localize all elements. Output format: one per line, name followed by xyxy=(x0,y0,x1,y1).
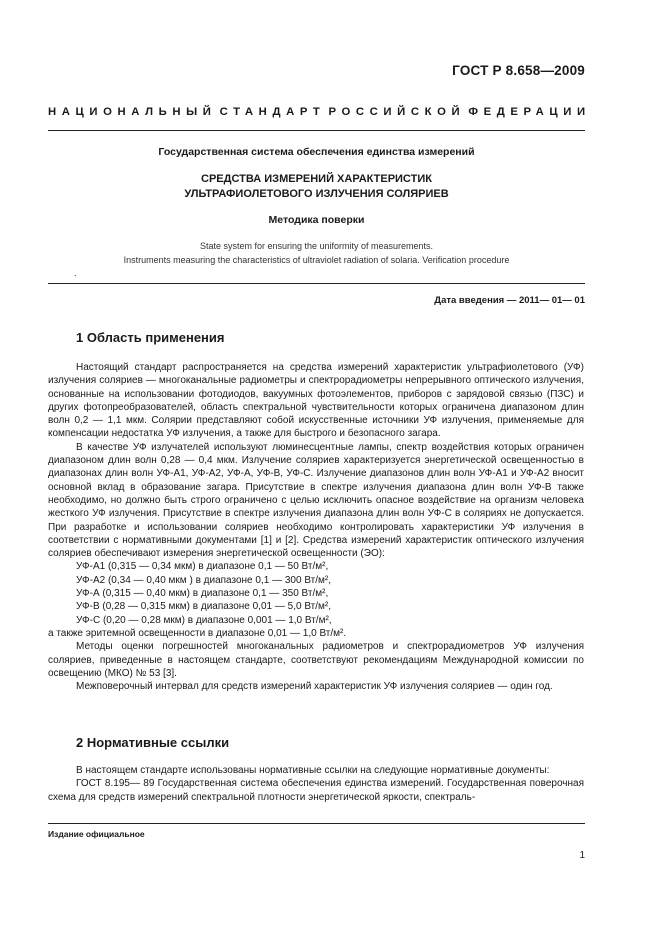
uv-range-c: УФ-С (0,20 — 0,28 мкм) в диапазоне 0,001 — 1,0 Вт/м², xyxy=(76,614,332,626)
official-edition: Издание официальное xyxy=(48,829,145,839)
english-line-2: Instruments measuring the characteristics of ultraviolet radiation of solaria. Verification procedure xyxy=(123,254,510,265)
national-standard-heading xyxy=(48,106,591,118)
method-subtitle: Методика поверки xyxy=(268,214,365,226)
uv-range-b: УФ-В (0,28 — 0,315 мкм) в диапазоне 0,01 — 5,0 Вт/м², xyxy=(76,601,331,613)
section-1-paragraph-2: В качестве УФ излучателей используют люминесцентные лампы, спектр воздействия которых ограничен диапазоном длин волн 0,28 — 0,4 мкм. Излучение соляриев характеризуется энергетической освещенностью в диапазонах длин волн УФ-А1, УФ-А2, УФ-А, УФ-В, УФ-С. Излучение диапазонов длин волн УФ-А1 и УФ-А2 вносит основной вклад в образование загара. Присутствие в спектре излучения диапазона длин волн УФ-В также необходимо, но должно быть строго ограничено с целью исключить опасное воздействие на организм человека жесткого УФ излучения. Присутствие в спектре излучения диапазона длин волн УФ-С в соляриях не допускается. При разработке и использовании соляриев необходимо контролировать характеристики УФ излучения в соответствии с нормативными документами [1] и [2]. Средства измерений характеристик оптического излучения соляриев обеспечивают измерения энергетической освещенности (ЭО): xyxy=(48,441,584,560)
page-number: 1 xyxy=(579,850,585,861)
state-system-subtitle: Государственная система обеспечения единства измерений xyxy=(158,146,475,158)
stray-dot: . xyxy=(74,268,77,278)
national-word-1: НАЦИОНАЛЬНЫЙ xyxy=(48,106,217,118)
gost-number: ГОСТ Р 8.658—2009 xyxy=(452,63,585,78)
title-divider xyxy=(48,283,585,284)
document-title xyxy=(48,172,585,202)
english-line-1: State system for ensuring the uniformity of measurements. xyxy=(199,241,434,251)
section-2-paragraph-2: ГОСТ 8.195— 89 Государственная система обеспечения единства измерений. Государственная поверочная схема для средств измерений спектральной плотности энергетической яркости, спектраль- xyxy=(48,778,584,803)
uv-range-a2: УФ-А2 (0,34 — 0,40 мкм ) в диапазоне 0,1 — 300 Вт/м², xyxy=(76,574,331,586)
erythemal-range: а также эритемной освещенности в диапазоне 0,01 — 1,0 Вт/м². xyxy=(48,627,347,639)
section-2-heading: 2 Нормативные ссылки xyxy=(76,735,230,750)
title-line-1: СРЕДСТВА ИЗМЕРЕНИЙ ХАРАКТЕРИСТИК xyxy=(201,173,432,185)
section-1-heading: 1 Область применения xyxy=(76,330,225,345)
section-2-paragraph-1: В настоящем стандарте использованы нормативные ссылки на следующие нормативные документы: xyxy=(76,765,550,776)
section-2-body xyxy=(48,764,584,804)
national-word-4: ФЕДЕРАЦИИ xyxy=(468,106,591,118)
national-word-3: РОССИЙСКОЙ xyxy=(328,106,466,118)
section-1-body xyxy=(48,361,584,693)
section-1-paragraph-1: Настоящий стандарт распространяется на средства измерений характеристик ультрафиолетового (УФ) излучения соляриев — многоканальные радиометры и спектрорадиометры непрерывного оптического излучения, основанные на использовании фотодиодов, вакуумных фотоэлементов, приборов с зарядовой связью (ПЗС) и других фотопреобразователей, область спектральной чувствительности которых ограничена диапазоном длин волн 0,2 — 1,1 мкм. Солярии представляют собой искусственные источники УФ излучения, применяемые для компенсации недостатка УФ излучения, а также для быстрого и безопасного загара. xyxy=(48,362,584,440)
uv-range-a1: УФ-А1 (0,315 — 0,34 мкм) в диапазоне 0,1 — 50 Вт/м², xyxy=(76,561,329,573)
section-1-paragraph-4: Межповерочный интервал для средств измерений характеристик УФ излучения соляриев — один год. xyxy=(76,681,553,693)
introduction-date: Дата введения — 2011— 01— 01 xyxy=(434,295,585,306)
title-line-2: УЛЬТРАФИОЛЕТОВОГО ИЗЛУЧЕНИЯ СОЛЯРИЕВ xyxy=(184,188,449,200)
footer-divider xyxy=(48,823,585,824)
header-divider xyxy=(48,130,585,131)
english-title xyxy=(48,240,585,267)
section-1-paragraph-3: Методы оценки погрешностей многоканальных радиометров и спектрорадиометров УФ излучения соляриев, приведенные в настоящем стандарте, соответствуют рекомендациям Международной комиссии по освещению (МКО) № 53 [3]. xyxy=(48,641,584,679)
national-word-2: СТАНДАРТ xyxy=(219,106,326,118)
uv-range-a: УФ-А (0,315 — 0,40 мкм) в диапазоне 0,1 — 350 Вт/м², xyxy=(76,588,329,600)
